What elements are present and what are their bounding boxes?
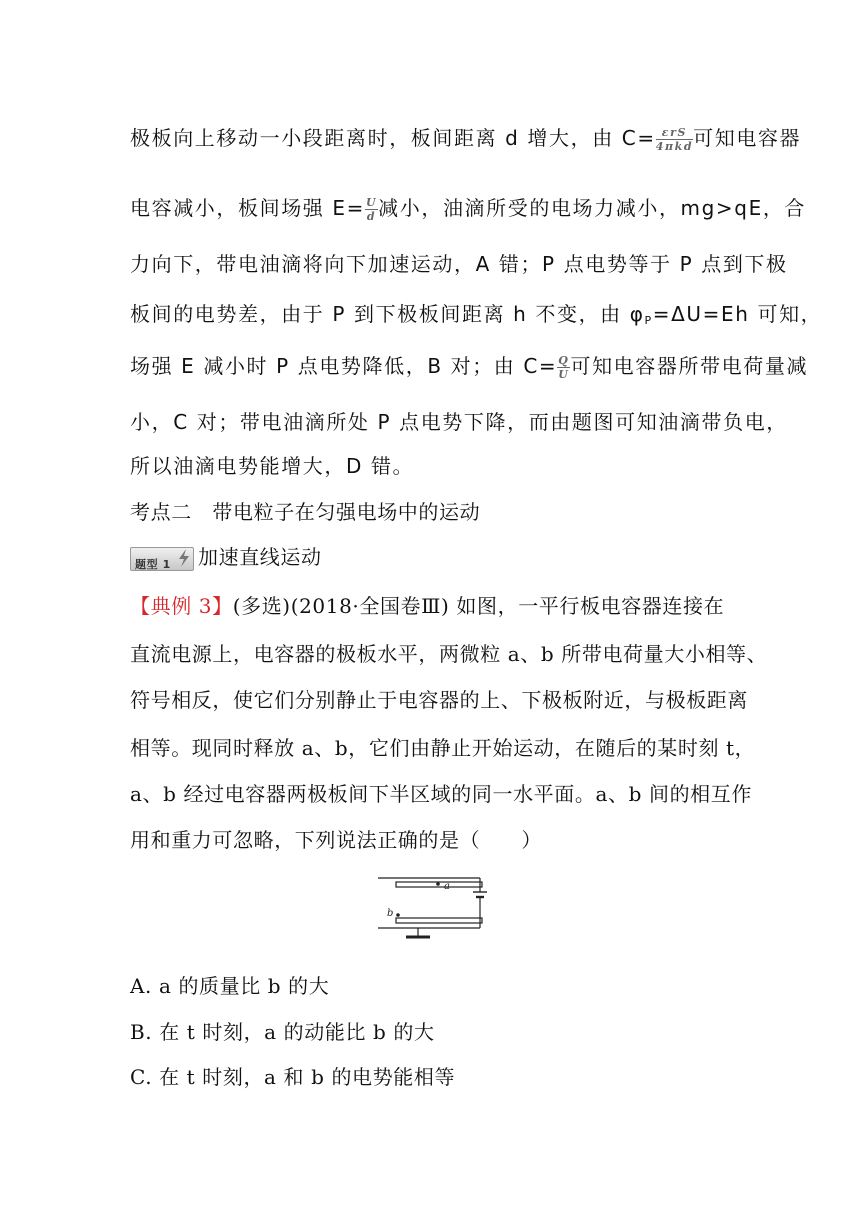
example-tag: 【典例 3】 <box>130 594 233 618</box>
solution-line-7: 所以油滴电势能增大，D 错。 <box>130 454 415 478</box>
section-subtitle: 加速直线运动 <box>198 545 322 569</box>
option-a: A. a 的质量比 b 的大 <box>130 974 330 998</box>
question-type-badge: 题型 1 <box>130 547 194 571</box>
solution-line-3: 力向下，带电油滴将向下加速运动，A 错；P 点电势等于 P 点到下极 <box>130 252 788 276</box>
solution-line-5: 场强 E 减小时 P 点电势降低，B 对；由 C= $\frac{Q}{U}$ 可知电容器所带电荷量减 <box>130 354 809 381</box>
example-line-1: 【典例 3】(多选)(2018·全国卷Ⅲ) 如图，一平行板电容器连接在 <box>130 594 725 618</box>
solution-text: 电容减小，板间场强 E= <box>130 196 365 220</box>
example-line-4: 相等。现同时释放 a、b，它们由静止开始运动，在随后的某时刻 t， <box>130 736 756 760</box>
example-line-2: 直流电源上，电容器的极板水平，两微粒 a、b 所带电荷量大小相等、 <box>130 642 768 666</box>
option-c: C. 在 t 时刻，a 和 b 的电势能相等 <box>130 1065 456 1089</box>
solution-text: 可知电容器 <box>693 126 802 150</box>
option-b: B. 在 t 时刻，a 的动能比 b 的大 <box>130 1020 435 1044</box>
section-title: 考点二 带电粒子在匀强电场中的运动 <box>130 500 481 524</box>
subscript-p: P <box>644 314 653 327</box>
particle-b <box>396 913 400 917</box>
label-a: a <box>444 881 450 892</box>
solution-text: 减小，油滴所受的电场力减小，mg>qE，合 <box>378 196 807 220</box>
label-b: b <box>387 908 394 919</box>
solution-line-6: 小，C 对；带电油滴所处 P 点电势下降，而由题图可知油滴带负电， <box>130 410 788 434</box>
example-line-6: 用和重力可忽略，下列说法正确的是（ ） <box>130 828 542 852</box>
section-subtitle-row <box>130 543 322 571</box>
charge-formula: $\frac{Q}{U}$ <box>558 354 570 381</box>
solution-line-4: 板间的电势差，由于 P 到下极板间距离 h 不变，由 $\varphi_P=\Delta U=Eh$ 可知， <box>130 302 823 327</box>
field-formula: $\frac{U}{d}$ <box>365 196 378 223</box>
particle-a <box>436 882 440 886</box>
solution-line-1 <box>130 124 801 152</box>
solution-text: 极板向上移动一小段距离时，板间距离 d 增大，由 C= <box>130 126 656 150</box>
capacitor-diagram <box>370 866 500 948</box>
solution-line-2 <box>130 194 806 222</box>
example-line-5: a、b 经过电容器两极板间下半区域的同一水平面。a、b 间的相互作 <box>130 782 752 806</box>
lightning-icon <box>177 549 191 567</box>
capacitance-formula: $\frac{\text{εrS}}{\text{4πkd}}$ <box>655 126 694 153</box>
example-line-3: 符号相反，使它们分别静止于电容器的上、下极板附近，与极板距离 <box>130 688 748 712</box>
